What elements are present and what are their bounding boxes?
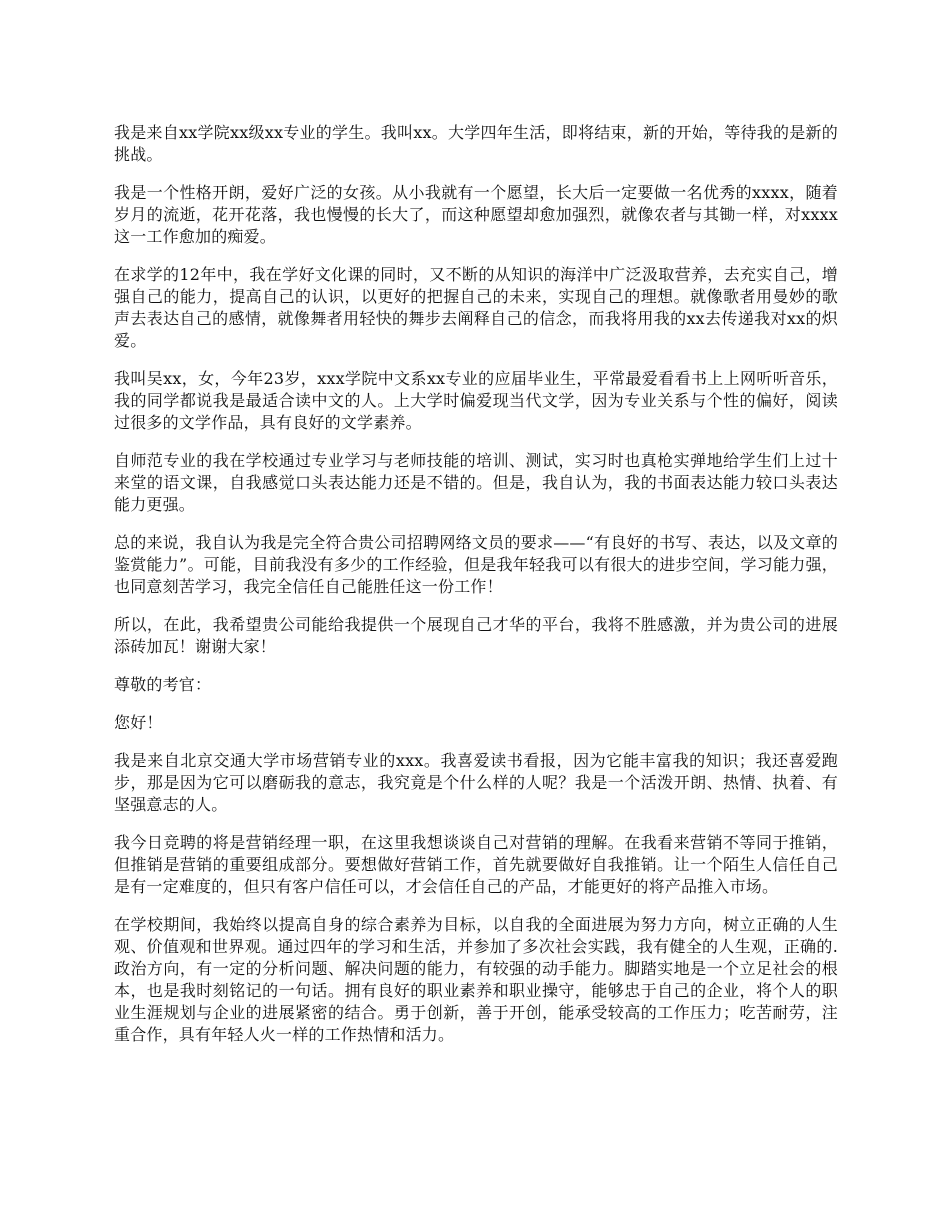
paragraph-marketing: 我今日竞聘的将是营销经理一职，在这里我想谈谈自己对营销的理解。在我看来营销不等同于推销，但推销是营销的重要组成部分。要想做好营销工作，首先就要做好自我推销。让一个陌生人信任自己是有一定难度的，但只有客户信任可以，才会信任自己的产品，才能更好的将产品推入市场。 [114, 833, 838, 896]
paragraph-intro: 我是来自xx学院xx级xx专业的学生。我叫xx。大学四年生活，即将结束，新的开始，等待我的是新的挑战。 [114, 123, 838, 164]
paragraph-salutation: 尊敬的考官： [114, 675, 212, 694]
paragraph-school-period: 在学校期间，我始终以提高自身的综合素养为目标，以自我的全面进展为努力方向，树立正确的人生观、价值观和世界观。通过四年的学习和生活，并参加了多次社会实践，我有健全的人生观，正确的.政治方向，有一定的分析问题、解决问题的能力，有较强的动手能力。脚踏实地是一个立足社会的根本，也是我时刻铭记的一句话。拥有良好的职业素养和职业操守，能够忠于自己的企业，将个人的职业生涯规划与企业的进展紧密的结合。勇于创新，善于开创，能承受较高的工作压力；吃苦耐劳，注重合作，具有年轻人火一样的工作热情和活力。 [114, 915, 838, 1044]
paragraph-closing: 所以，在此，我希望贵公司能给我提供一个展现自己才华的平台，我将不胜感激，并为贵公司的进展添砖加瓦！谢谢大家！ [114, 615, 838, 656]
paragraph-study: 在求学的12年中，我在学好文化课的同时，又不断的从知识的海洋中广泛汲取营养，去充实自己，增强自己的能力，提高自己的认识，以更好的把握自己的未来，实现自己的理想。就像歌者用曼妙的歌声去表达自己的感情，就像舞者用轻快的舞步去阐释自己的信念，而我将用我的xx去传递我对xx的炽爱。 [114, 265, 838, 350]
paragraph-self-intro: 我叫吴xx，女，今年23岁，xxx学院中文系xx专业的应届毕业生，平常最爱看看书上上网听听音乐，我的同学都说我是最适合读中文的人。上大学时偏爱现当代文学，因为专业关系与个性的偏好，阅读过很多的文学作品，具有良好的文学素养。 [114, 369, 838, 432]
paragraph-greeting: 您好！ [114, 713, 163, 732]
document-page [114, 122, 838, 1062]
paragraph-summary: 总的来说，我自认为我是完全符合贵公司招聘网络文员的要求——“有良好的书写、表达，以及文章的鉴赏能力”。可能，目前我没有多少的工作经验，但是我年轻我可以有很大的进步空间，学习能力强，也同意刻苦学习，我完全信任自己能胜任这一份工作！ [114, 533, 838, 596]
paragraph-teaching: 自师范专业的我在学校通过专业学习与老师技能的培训、测试，实习时也真枪实弹地给学生们上过十来堂的语文课，自我感觉口头表达能力还是不错的。但是，我自认为，我的书面表达能力较口头表达能力更强。 [114, 451, 838, 514]
paragraph-background: 我是来自北京交通大学市场营销专业的xxx。我喜爱读书看报，因为它能丰富我的知识；我还喜爱跑步，那是因为它可以磨砺我的意志，我究竟是个什么样的人呢？我是一个活泼开朗、热情、执着、有坚强意志的人。 [114, 751, 838, 814]
paragraph-personality: 我是一个性格开朗，爱好广泛的女孩。从小我就有一个愿望，长大后一定要做一名优秀的xxxx，随着岁月的流逝，花开花落，我也慢慢的长大了，而这种愿望却愈加强烈，就像农者与其锄一样，对xxxx这一工作愈加的痴爱。 [114, 183, 838, 246]
